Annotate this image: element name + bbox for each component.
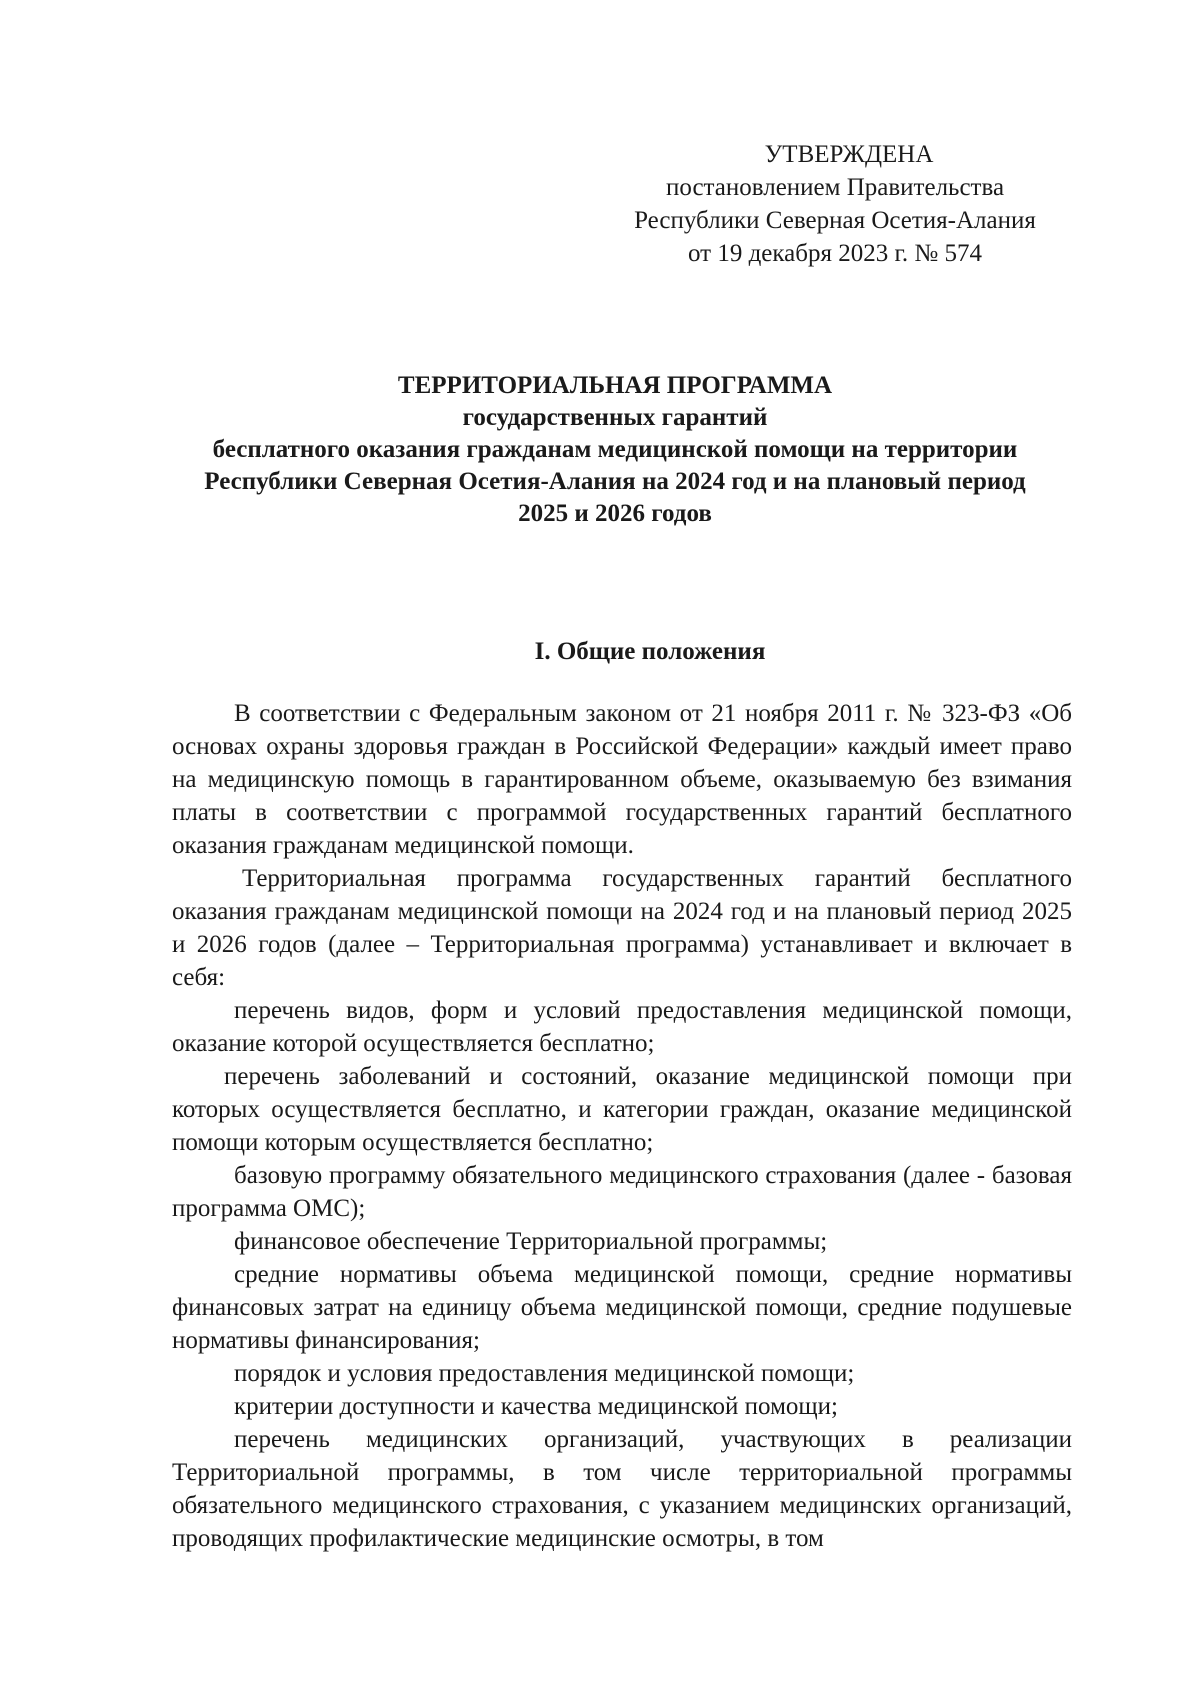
section-heading: I. Общие положения: [534, 638, 766, 665]
paragraph: финансовое обеспечение Территориальной программы;: [234, 1228, 828, 1255]
approval-line-2: Республики Северная Осетия-Алания: [634, 207, 1036, 234]
approved-label: УТВЕРЖДЕНА: [764, 141, 934, 168]
title-line-3: бесплатного оказания гражданам медицинской помощи на территории: [212, 436, 1018, 463]
document-title: [140, 370, 1090, 530]
paragraph: Территориальная программа государственных гарантий бесплатного оказания гражданам медицинской помощи на 2024 год и на плановый период 2025 и 2026 годов (далее – Территориальная программа) устанавливает и включает в себя:: [172, 865, 1072, 991]
paragraph: перечень заболеваний и состояний, оказание медицинской помощи при которых осуществляется бесплатно, и категории граждан, оказание медицинской помощи которым осуществляется бесплатно;: [172, 1063, 1072, 1156]
paragraph: перечень медицинских организаций, участвующих в реализации Территориальной программы, в том числе территориальной программы обязательного медицинского страхования, с указанием медицинских организаций, проводящих профилактические медицинские осмотры, в том: [172, 1426, 1072, 1552]
body-text: [172, 697, 1072, 1555]
approval-line-3: от 19 декабря 2023 г. № 574: [687, 240, 983, 267]
paragraph: критерии доступности и качества медицинской помощи;: [234, 1393, 838, 1420]
paragraph: перечень видов, форм и условий предоставления медицинской помощи, оказание которой осуществляется бесплатно;: [172, 997, 1072, 1057]
title-line-1: ТЕРРИТОРИАЛЬНАЯ ПРОГРАММА: [397, 372, 833, 399]
approval-block: [600, 138, 1070, 270]
title-line-5: 2025 и 2026 годов: [518, 500, 712, 527]
title-line-2: государственных гарантий: [462, 404, 768, 431]
paragraph: В соответствии с Федеральным законом от 21 ноября 2011 г. № 323-ФЗ «Об основах охраны здоровья граждан в Российской Федерации» каждый имеет право на медицинскую помощь в гарантированном объеме, оказываемую без взимания платы в соответствии с программой государственных гарантий бесплатного оказания гражданам медицинской помощи.: [172, 700, 1072, 859]
paragraph: средние нормативы объема медицинской помощи, средние нормативы финансовых затрат на единицу объема медицинской помощи, средние подушевые нормативы финансирования;: [172, 1261, 1072, 1354]
title-line-4: Республики Северная Осетия-Алания на 2024 год и на плановый период: [204, 468, 1026, 495]
paragraph: базовую программу обязательного медицинского страхования (далее - базовая программа ОМС);: [172, 1162, 1072, 1222]
paragraph: порядок и условия предоставления медицинской помощи;: [234, 1360, 855, 1387]
approval-line-1: постановлением Правительства: [665, 174, 1005, 201]
